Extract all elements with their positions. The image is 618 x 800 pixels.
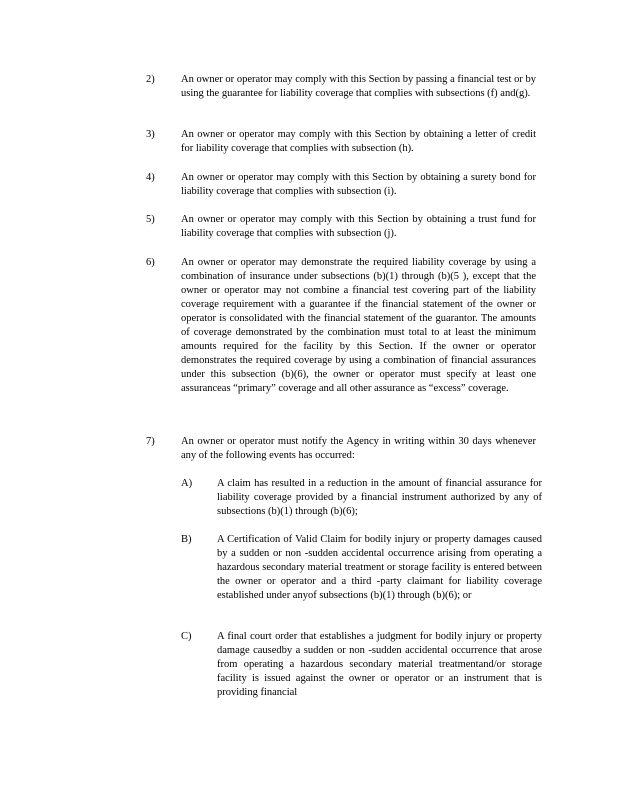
paragraph-number: 7) [146,436,155,447]
paragraph-text: An owner or operator may comply with this Section by passing a financial test or by using the guarantee for liability coverage that complies with subsections (f) and(g). [181,74,536,99]
subparagraph-text: A Certification of Valid Claim for bodily injury or property damages caused by a sudden or non -sudden accidental occurrence arising from operating a hazardous secondary material treatment or storage facility is entered between the owner or operator and a third -party claimant for liability coverage established under anyof subsections (b)(1) through (b)(6); or [217,534,542,601]
paragraph-text: An owner or operator may comply with this Section by obtaining a trust fund for liability coverage that complies with subsection (j). [181,214,536,239]
paragraph-number: 6) [146,257,155,268]
subparagraph-letter: C) [181,631,192,642]
subparagraph-letter: B) [181,534,192,545]
paragraph-text: An owner or operator may comply with this Section by obtaining a surety bond for liability coverage that complies with subsection (i). [181,172,536,197]
paragraph-number: 5) [146,214,155,225]
subparagraph-text: A claim has resulted in a reduction in the amount of financial assurance for liability coverage provided by a financial instrument authorized by any of subsections (b)(1) through (b)(6); [217,478,542,517]
paragraph-text: An owner or operator may demonstrate the required liability coverage by using a combination of insurance under subsections (b)(1) through (b)(5 ), except that the owner or operator may not combine a financial test covering part of the liability coverage requirement with a guarantee if the financial statement of the owner or operator is consolidated with the financial statement of the guarantor. The amounts of coverage demonstrated by the combination must total to at least the minimum amounts required for the facility by this Section. If the owner or operator demonstrates the required coverage by using a combination of financial assurances under this subsection (b)(6), the owner or operator must specify at least one assuranceas “primary” coverage and all other assurance as “excess” coverage. [181,257,536,394]
subparagraph-letter: A) [181,478,193,489]
paragraph-text: An owner or operator must notify the Agency in writing within 30 days whenever any of the following events has occurred: [181,436,536,461]
paragraph-number: 4) [146,172,155,183]
paragraph-text: An owner or operator may comply with this Section by obtaining a letter of credit for liability coverage that complies with subsection (h). [181,129,536,154]
subparagraph-text: A final court order that establishes a judgment for bodily injury or property damage causedby a sudden or non -sudden accidental occurrence that arose from operating a hazardous secondary material treatmentand/or storage facility is issued against the owner or operator or an instrument that is providing financial [217,631,542,698]
paragraph-number: 2) [146,74,155,85]
paragraph-number: 3) [146,129,155,140]
